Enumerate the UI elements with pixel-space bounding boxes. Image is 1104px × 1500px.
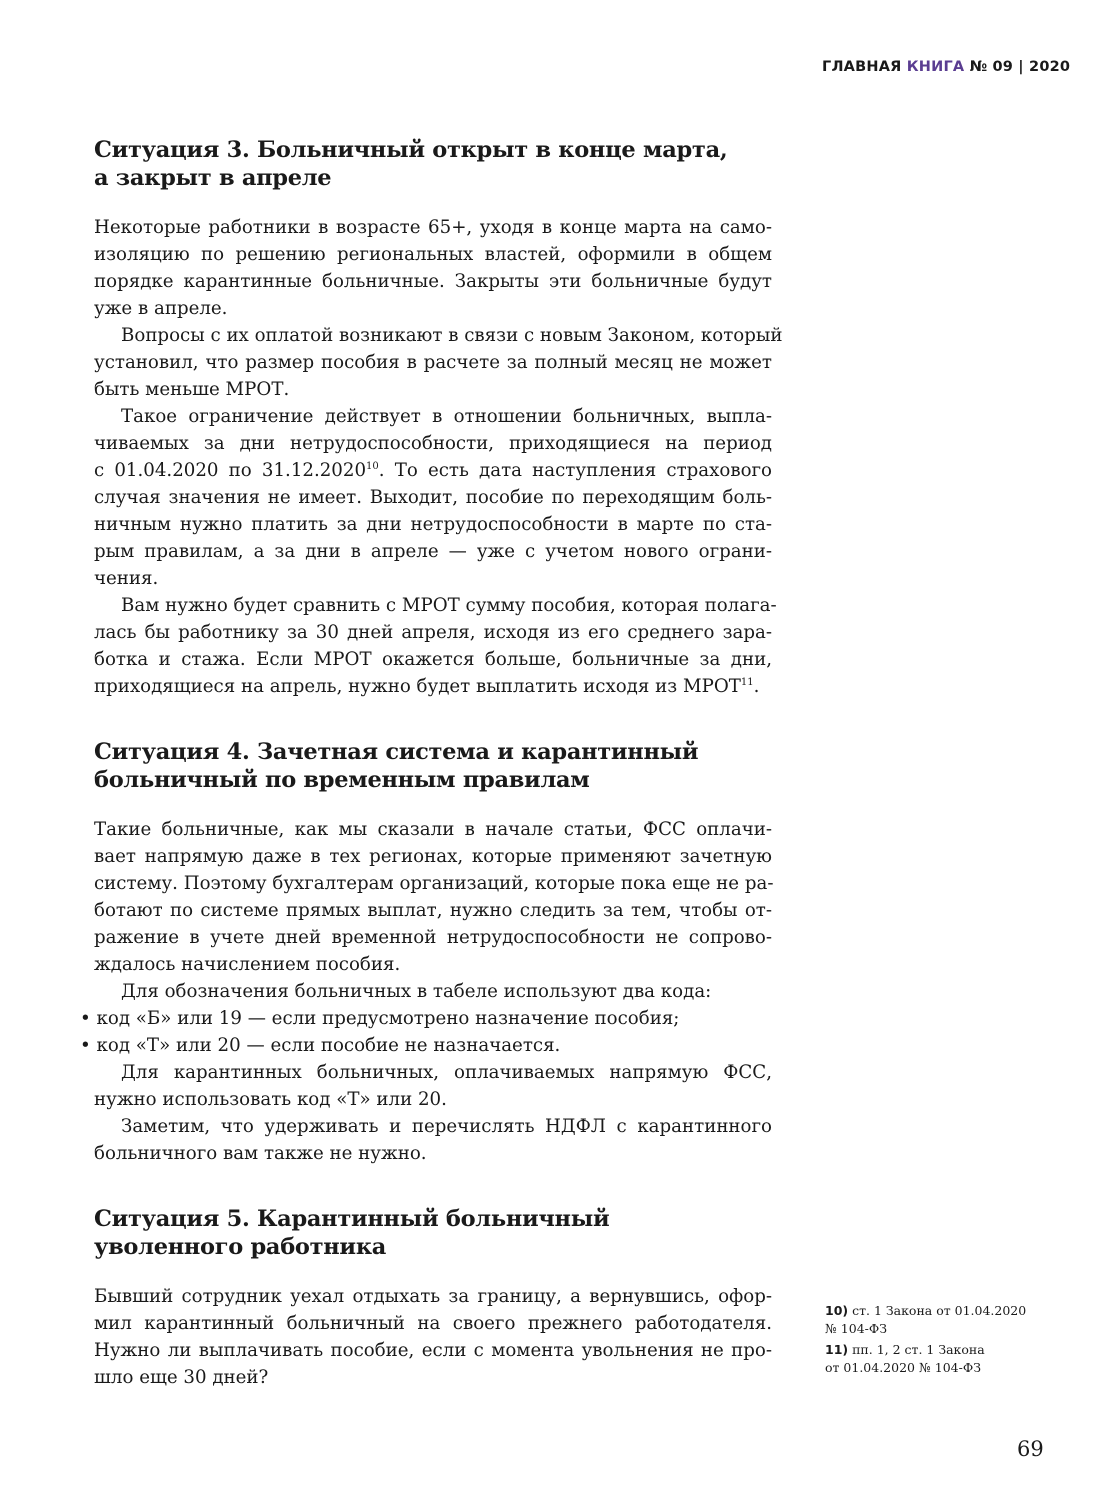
text-line: чиваемых за дни нетрудоспособности, приходящиеся на период <box>94 433 772 454</box>
footnote-11 <box>825 1341 1065 1377</box>
header-title-accent: КНИГА <box>906 59 965 75</box>
text-fragment: . То есть дата наступления страхового <box>378 460 772 481</box>
text-line: Для карантинных больничных, оплачиваемых напрямую ФСС, <box>121 1062 772 1083</box>
footnote-10 <box>825 1302 1065 1338</box>
heading-line: Ситуация 5. Карантинный больничный <box>94 1206 610 1232</box>
text-line <box>94 457 772 484</box>
text-line: порядке карантинные больничные. Закрыты эти больничные будут <box>94 271 772 292</box>
text-line: Заметим, что удерживать и перечислять НДФЛ с карантинного <box>121 1116 772 1137</box>
text-line: уже в апреле. <box>94 298 228 319</box>
footnote-ref-10: 10 <box>366 461 379 472</box>
magazine-header <box>822 59 1070 75</box>
text-line: ботка и стажа. Если МРОТ окажется больше, больничные за дни, <box>94 649 772 670</box>
text-line: ражение в учете дней временной нетрудоспособности не сопрово- <box>94 927 772 948</box>
footnote-text: пп. 1, 2 ст. 1 Закона <box>852 1342 985 1357</box>
text-line: случая значения не имеет. Выходит, пособие по переходящим боль- <box>94 487 772 508</box>
section-3-paragraph-2 <box>94 322 783 403</box>
text-fragment: приходящиеся на апрель, нужно будет выплатить исходя из МРОТ <box>94 676 741 697</box>
section-4-paragraph-1 <box>94 816 772 978</box>
section-4-paragraph-2 <box>80 978 772 1059</box>
header-title-main: ГЛАВНАЯ <box>822 59 902 75</box>
text-line: Вам нужно будет сравнить с МРОТ сумму пособия, которая полага- <box>121 595 777 616</box>
section-3-paragraph-1 <box>94 214 772 322</box>
text-fragment: с 01.04.2020 по 31.12.2020 <box>94 460 367 481</box>
heading-line: Ситуация 3. Больничный открыт в конце марта, <box>94 137 728 163</box>
text-line: лась бы работнику за 30 дней апреля, исходя из его среднего зара- <box>94 622 772 643</box>
text-line: вает напрямую даже в тех регионах, которые применяют зачетную <box>94 846 772 867</box>
text-line: шло еще 30 дней? <box>94 1367 269 1388</box>
footnote-number: 10) <box>825 1303 849 1318</box>
text-line <box>94 673 772 700</box>
heading-line: больничный по временным правилам <box>94 767 590 793</box>
footnote-ref-11: 11 <box>740 677 754 688</box>
section-4-paragraph-3 <box>94 1059 772 1113</box>
page-number: 69 <box>1017 1437 1044 1461</box>
bullet-item: • код «Т» или 20 — если пособие не назначается. <box>80 1035 561 1056</box>
text-line: больничного вам также не нужно. <box>94 1143 427 1164</box>
section-3-paragraph-4 <box>94 592 777 700</box>
footnote-line: № 104-ФЗ <box>825 1321 888 1336</box>
text-line: быть меньше МРОТ. <box>94 379 290 400</box>
section-3-paragraph-3 <box>94 403 772 592</box>
heading-line: Ситуация 4. Зачетная система и карантинный <box>94 739 699 765</box>
header-issue: № 09 | 2020 <box>969 59 1071 75</box>
footnote-number: 11) <box>825 1342 849 1357</box>
text-line: Такие больничные, как мы сказали в начале статьи, ФСС оплачи- <box>94 819 772 840</box>
text-line: установил, что размер пособия в расчете за полный месяц не может <box>94 352 772 373</box>
footnote-line <box>825 1302 1065 1320</box>
bullet-item: • код «Б» или 19 — если предусмотрено назначение пособия; <box>80 1008 680 1029</box>
text-line: Такое ограничение действует в отношении больничных, выпла- <box>121 406 772 427</box>
text-line: Вопросы с их оплатой возникают в связи с новым Законом, который <box>121 325 783 346</box>
text-line: чения. <box>94 568 159 589</box>
text-fragment: . <box>753 676 760 697</box>
text-line: нужно использовать код «Т» или 20. <box>94 1089 447 1110</box>
heading-line: а закрыт в апреле <box>94 165 332 191</box>
text-line: Бывший сотрудник уехал отдыхать за границу, а вернувшись, офор- <box>94 1286 772 1307</box>
text-line: рым правилам, а за дни в апреле — уже с учетом нового ограни- <box>94 541 772 562</box>
section-5-paragraph-1 <box>94 1283 772 1391</box>
text-line: Нужно ли выплачивать пособие, если с момента увольнения не про- <box>94 1340 772 1361</box>
section-5-heading <box>94 1205 772 1261</box>
heading-line: уволенного работника <box>94 1234 387 1260</box>
footnote-line <box>825 1341 1065 1359</box>
text-line: систему. Поэтому бухгалтерам организаций, которые пока еще не ра- <box>94 873 774 894</box>
section-4-paragraph-4 <box>94 1113 772 1167</box>
section-4-heading <box>94 738 772 794</box>
text-line: Некоторые работники в возрасте 65+, уходя в конце марта на само- <box>94 217 772 238</box>
text-line: ботают по системе прямых выплат, нужно следить за тем, чтобы от- <box>94 900 772 921</box>
text-line: ждалось начислением пособия. <box>94 954 401 975</box>
section-3-heading <box>94 136 772 192</box>
text-line: мил карантинный больничный на своего прежнего работодателя. <box>94 1313 772 1334</box>
text-line: ничным нужно платить за дни нетрудоспособности в марте по ста- <box>94 514 772 535</box>
text-line: Для обозначения больничных в табеле используют два кода: <box>121 981 712 1002</box>
footnote-text: ст. 1 Закона от 01.04.2020 <box>852 1303 1027 1318</box>
text-line: изоляцию по решению региональных властей, оформили в общем <box>94 244 772 265</box>
article-body <box>80 136 783 1391</box>
footnote-line: от 01.04.2020 № 104-ФЗ <box>825 1360 982 1375</box>
